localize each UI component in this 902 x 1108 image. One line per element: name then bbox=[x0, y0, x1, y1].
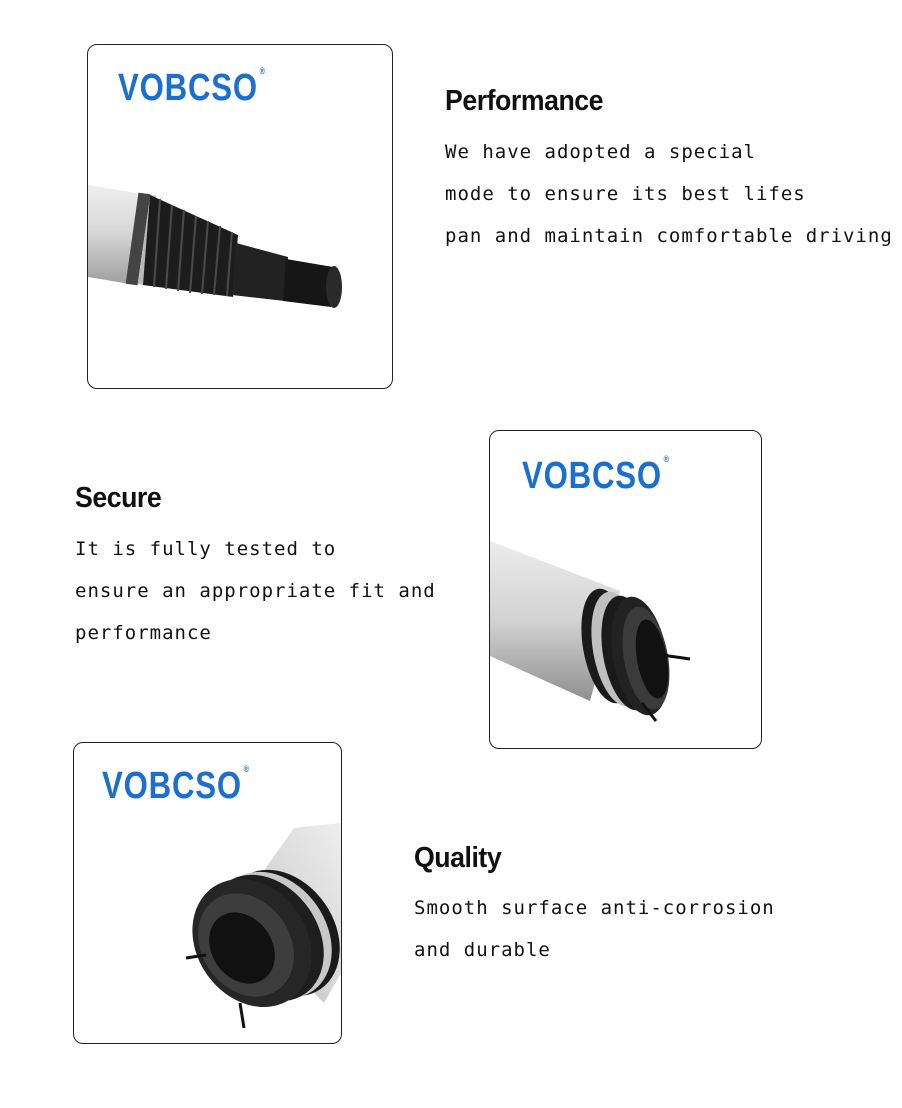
section-text-line: Smooth surface anti-corrosion bbox=[414, 897, 775, 919]
air-spring-bellows-icon bbox=[88, 45, 392, 388]
section-text-line: mode to ensure its best lifes bbox=[445, 183, 806, 205]
product-image-card-3 bbox=[73, 742, 342, 1044]
section-text-line: pan and maintain comfortable driving bbox=[445, 225, 893, 247]
section-text-line: We have adopted a special bbox=[445, 141, 756, 163]
section-title-performance: Performance bbox=[445, 85, 604, 117]
brand-name: VOBCSO bbox=[102, 765, 242, 807]
registered-mark: ® bbox=[259, 66, 266, 76]
section-text-line: and durable bbox=[414, 939, 551, 961]
registered-mark: ® bbox=[663, 454, 670, 464]
brand-name: VOBCSO bbox=[118, 67, 258, 109]
section-title-secure: Secure bbox=[75, 482, 162, 514]
brand-name: VOBCSO bbox=[522, 455, 662, 497]
section-text-line: performance bbox=[75, 622, 212, 644]
section-text-line: It is fully tested to bbox=[75, 538, 337, 560]
section-text-line: ensure an appropriate fit and bbox=[75, 580, 436, 602]
product-image-card-2 bbox=[489, 430, 762, 749]
air-strut-end-cap-icon bbox=[74, 743, 341, 1043]
section-title-quality: Quality bbox=[414, 842, 502, 874]
registered-mark: ® bbox=[243, 764, 250, 774]
product-image-card-1 bbox=[87, 44, 393, 389]
air-strut-top-mount-icon bbox=[490, 431, 761, 748]
